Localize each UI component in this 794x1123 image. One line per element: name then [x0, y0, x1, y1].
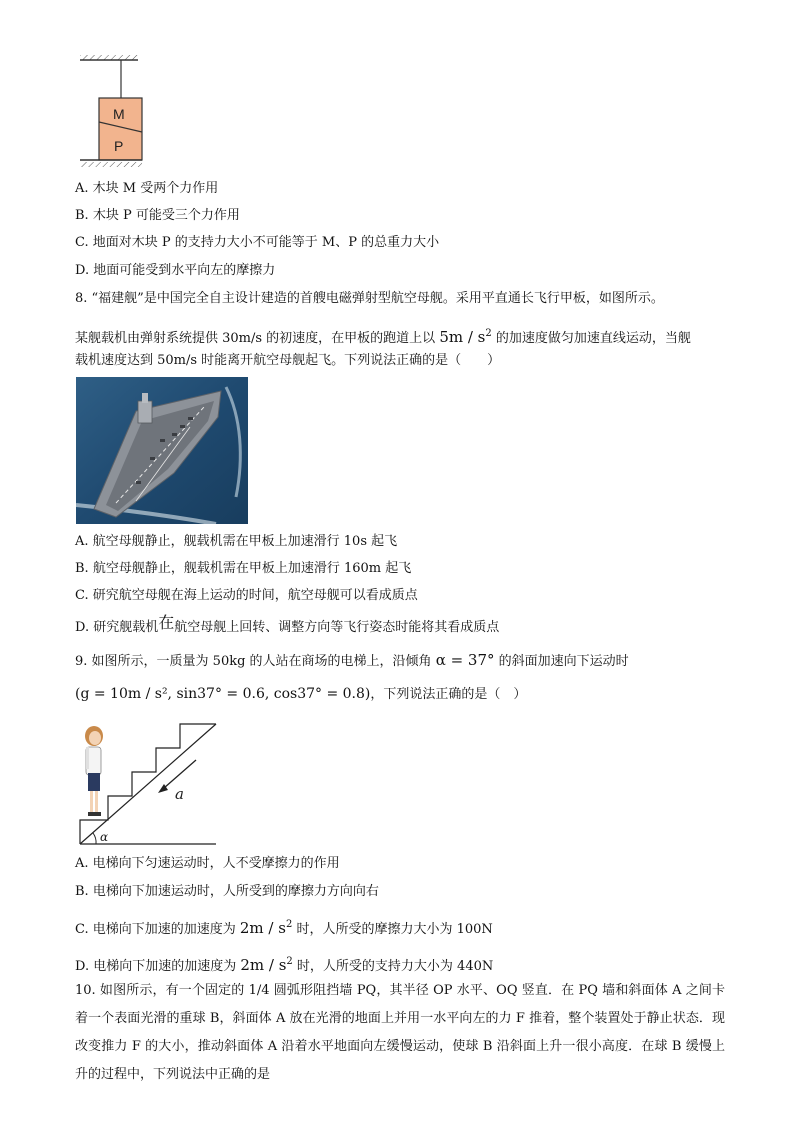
alpha-label: α [100, 830, 109, 844]
q8-stem-line3: 载机速度达到 50m/s 时能离开航空母舰起飞。下列说法正确的是（ ） [75, 353, 501, 368]
given-values: (g = 10m / s², sin37° = 0.6, cos37° = 0.8) [75, 686, 371, 702]
acceleration-value: $5m / s^2$ [439, 328, 492, 346]
q9-stem-line1: 9. 如图所示，一质量为 50kg 的人站在商场的电梯上，沿倾角 α = 37° 的斜面加速向下运动时 [75, 651, 629, 669]
q8-stem-line1: 8. “福建舰”是中国完全自主设计建造的首艘电磁弹射型航空母舰。采用平直通长飞行甲板，如图所示。 [75, 291, 664, 306]
q7-option-b: B. 木块 P 可能受三个力作用 [75, 208, 240, 223]
q9-option-d: D. 电梯向下加速的加速度为 $2m / s^2$ 时，人所受的支持力大小为 440N [75, 956, 494, 974]
aircraft-carrier-image [76, 377, 248, 524]
q7-option-c: C. 地面对木块 P 的支持力大小不可能等于 M、P 的总重力大小 [75, 235, 440, 250]
q9-option-a: A. 电梯向下匀速运动时，人不受摩擦力的作用 [75, 856, 340, 871]
incline-angle: α = 37° [435, 651, 495, 669]
q7-option-d: D. 地面可能受到水平向左的摩擦力 [75, 263, 276, 278]
q8-stem-line2: 某舰载机由弹射系统提供 30m/s 的初速度，在甲板的跑道上以 $5m / s^2$ 的加速度做匀加速直线运动，当舰 [75, 328, 691, 346]
q9-stem-line2: (g = 10m / s², sin37° = 0.6, cos37° = 0.8)，下列说法正确的是（ ） [75, 686, 527, 702]
q7-option-a: A. 木块 M 受两个力作用 [75, 181, 219, 196]
label-p: P [114, 138, 124, 154]
person-icon [85, 726, 103, 816]
q9-option-b: B. 电梯向下加速运动时，人所受到的摩擦力方向向右 [75, 884, 379, 899]
q9-option-c: C. 电梯向下加速的加速度为 $2m / s^2$ 时，人所受的摩擦力大小为 100N [75, 919, 493, 937]
blocks-diagram [76, 52, 166, 172]
q10-stem: 10. 如图所示，有一个固定的 1/4 圆弧形阻挡墙 PQ，其半径 OP 水平、OQ 竖直．在 PQ 墙和斜面体 A 之间卡着一个表面光滑的重球 B，斜面体 A 放在光滑的地面上并用一水平向左的力 F 推着，整个装置处于静止状态．现改变推力 F 的大小，推动斜面体 A 沿着水平地面向左缓慢运动，使球 B 沿斜面上升一很小高度．在球 B 缓慢上升的过程中，下列说法中正确的是 [75, 983, 725, 1082]
accel-label: a [175, 785, 184, 803]
label-m: M [113, 106, 125, 122]
escalator-diagram [76, 716, 218, 848]
q8-option-a: A. 航空母舰静止，舰载机需在甲板上加速滑行 10s 起飞 [75, 534, 398, 549]
q8-option-c: C. 研究航空母舰在海上运动的时间，航空母舰可以看成质点 [75, 588, 418, 603]
q8-option-d: D. 研究舰载机在航空母舰上回转、调整方向等飞行姿态时能将其看成质点 [75, 613, 500, 635]
q8-option-b: B. 航空母舰静止，舰载机需在甲板上加速滑行 160m 起飞 [75, 561, 412, 576]
